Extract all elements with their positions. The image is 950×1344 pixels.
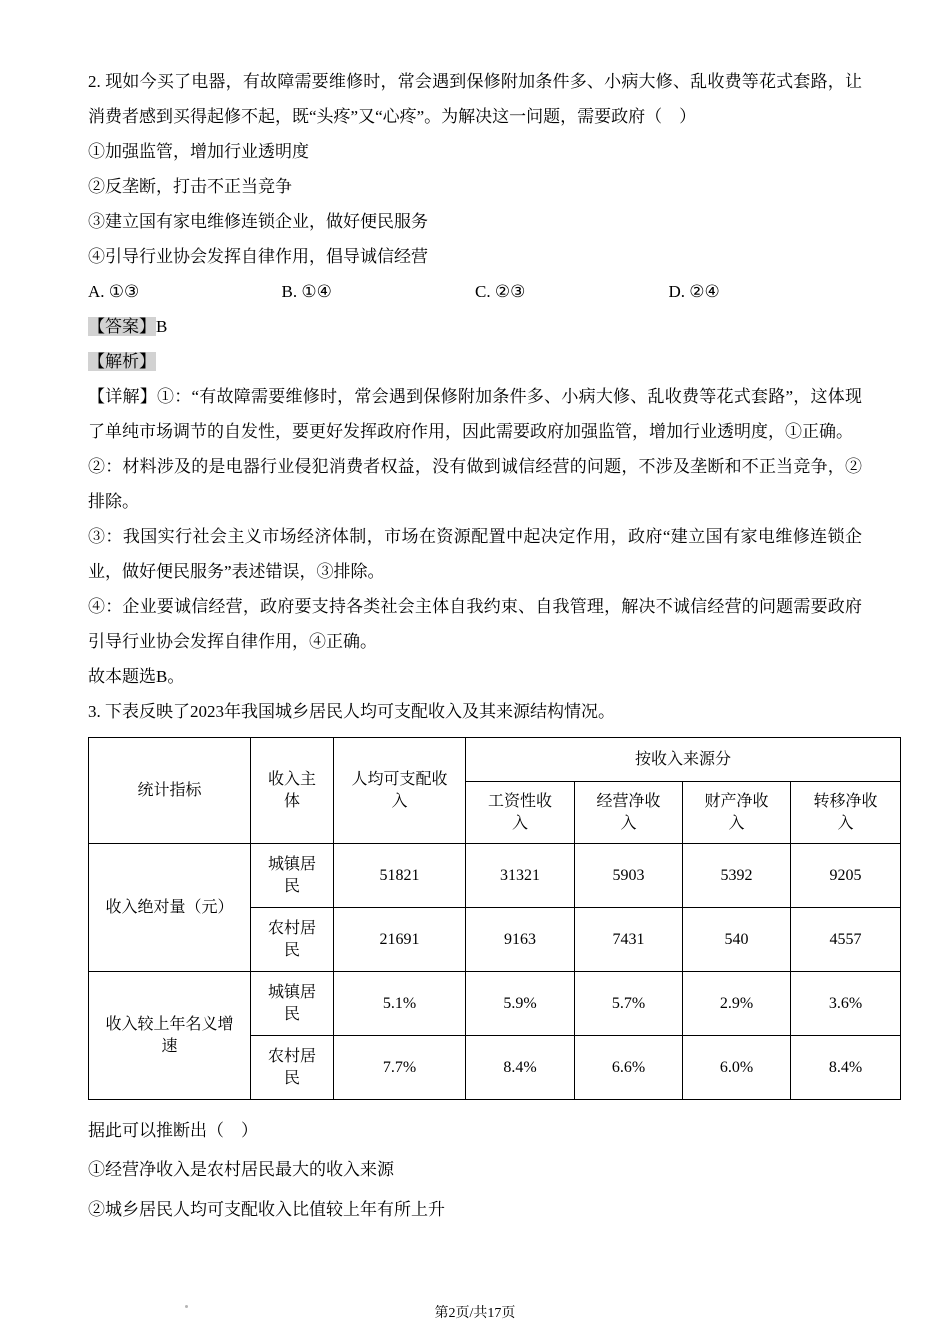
header-cell-wage: 工资性收入 [466, 782, 575, 844]
choice-a: A. ①③ [88, 282, 140, 301]
row-subject: 城镇居民 [251, 844, 334, 908]
header-cell-source-group: 按收入来源分 [466, 738, 901, 782]
table-cell: 8.4% [791, 1036, 901, 1100]
table-cell: 5392 [683, 844, 791, 908]
table-cell: 3.6% [791, 972, 901, 1036]
table-row-absolute-urban [89, 844, 901, 908]
answer-value: B [156, 317, 168, 336]
question-2-option-3: ③建立国有家电维修连锁企业，做好便民服务 [88, 212, 428, 231]
table-cell: 7431 [575, 908, 683, 972]
question-3 [88, 694, 878, 1230]
table-cell: 21691 [334, 908, 466, 972]
table-cell: 5.9% [466, 972, 575, 1036]
choice-d: D. ②④ [668, 282, 720, 301]
analysis-label: 【解析】 [88, 352, 156, 371]
choice-b: B. ①④ [281, 282, 332, 301]
question-2 [88, 64, 862, 694]
question-2-option-4: ④引导行业协会发挥自律作用，倡导诚信经营 [88, 247, 428, 266]
table-cell: 9205 [791, 844, 901, 908]
table-cell: 8.4% [466, 1036, 575, 1100]
page-footer [0, 1302, 950, 1322]
page-indicator: 第2页/共17页 [434, 1306, 516, 1321]
table-header-row-1 [89, 738, 901, 782]
income-table [88, 737, 901, 1100]
question-3-followup: 据此可以推断出（ ） [88, 1121, 258, 1140]
row-group-growth: 收入较上年名义增速 [89, 972, 251, 1100]
question-3-intro: 3. 下表反映了2023年我国城乡居民人均可支配收入及其来源结构情况。 [88, 702, 615, 721]
detail-paragraph-4: ④：企业要诚信经营，政府要支持各类社会主体自我约束、自我管理，解决不诚信经营的问题需要政府引导行业协会发挥自律作用，④正确。 [88, 597, 862, 651]
header-cell-income: 人均可支配收入 [334, 738, 466, 844]
question-3-inference-2: ②城乡居民人均可支配收入比值较上年有所上升 [88, 1200, 445, 1219]
header-cell-stat: 统计指标 [89, 738, 251, 844]
row-subject: 农村居民 [251, 1036, 334, 1100]
table-row-growth-urban [89, 972, 901, 1036]
table-cell: 5903 [575, 844, 683, 908]
detail-paragraph-2: ②：材料涉及的是电器行业侵犯消费者权益，没有做到诚信经营的问题，不涉及垄断和不正当竞争，②排除。 [88, 457, 862, 511]
question-2-choices [88, 274, 862, 309]
header-cell-subject: 收入主体 [251, 738, 334, 844]
answer-label: 【答案】 [88, 317, 156, 336]
header-cell-property: 财产净收入 [683, 782, 791, 844]
table-cell: 31321 [466, 844, 575, 908]
question-2-option-1: ①加强监管，增加行业透明度 [88, 142, 309, 161]
question-2-option-2: ②反垄断，打击不正当竞争 [88, 177, 292, 196]
analysis-line [88, 344, 862, 379]
table-cell: 5.7% [575, 972, 683, 1036]
table-cell: 9163 [466, 908, 575, 972]
table-cell: 6.0% [683, 1036, 791, 1100]
answer-line [88, 309, 862, 344]
row-subject: 城镇居民 [251, 972, 334, 1036]
question-2-stem: 2. 现如今买了电器，有故障需要维修时，常会遇到保修附加条件多、小病大修、乱收费等花式套路，让消费者感到买得起修不起，既“头疼”又“心疼”。为解决这一问题，需要政府（ ） [88, 72, 862, 126]
question-3-inference-1: ①经营净收入是农村居民最大的收入来源 [88, 1160, 394, 1179]
table-cell: 5.1% [334, 972, 466, 1036]
detail-paragraph-1: 【详解】①：“有故障需要维修时，常会遇到保修附加条件多、小病大修、乱收费等花式套路”，这体现了单纯市场调节的自发性，要更好发挥政府作用，因此需要政府加强监管，增加行业透明度，①正确。 [88, 387, 862, 441]
detail-paragraph-3: ③：我国实行社会主义市场经济体制，市场在资源配置中起决定作用，政府“建立国有家电维修连锁企业，做好便民服务”表述错误，③排除。 [88, 527, 862, 581]
header-cell-operating: 经营净收入 [575, 782, 683, 844]
table-cell: 2.9% [683, 972, 791, 1036]
table-cell: 6.6% [575, 1036, 683, 1100]
table-cell: 540 [683, 908, 791, 972]
detail-conclusion: 故本题选B。 [88, 667, 185, 686]
table-cell: 7.7% [334, 1036, 466, 1100]
choice-c: C. ②③ [475, 282, 526, 301]
row-group-absolute: 收入绝对量（元） [89, 844, 251, 972]
table-cell: 51821 [334, 844, 466, 908]
table-cell: 4557 [791, 908, 901, 972]
header-cell-transfer: 转移净收入 [791, 782, 901, 844]
row-subject: 农村居民 [251, 908, 334, 972]
